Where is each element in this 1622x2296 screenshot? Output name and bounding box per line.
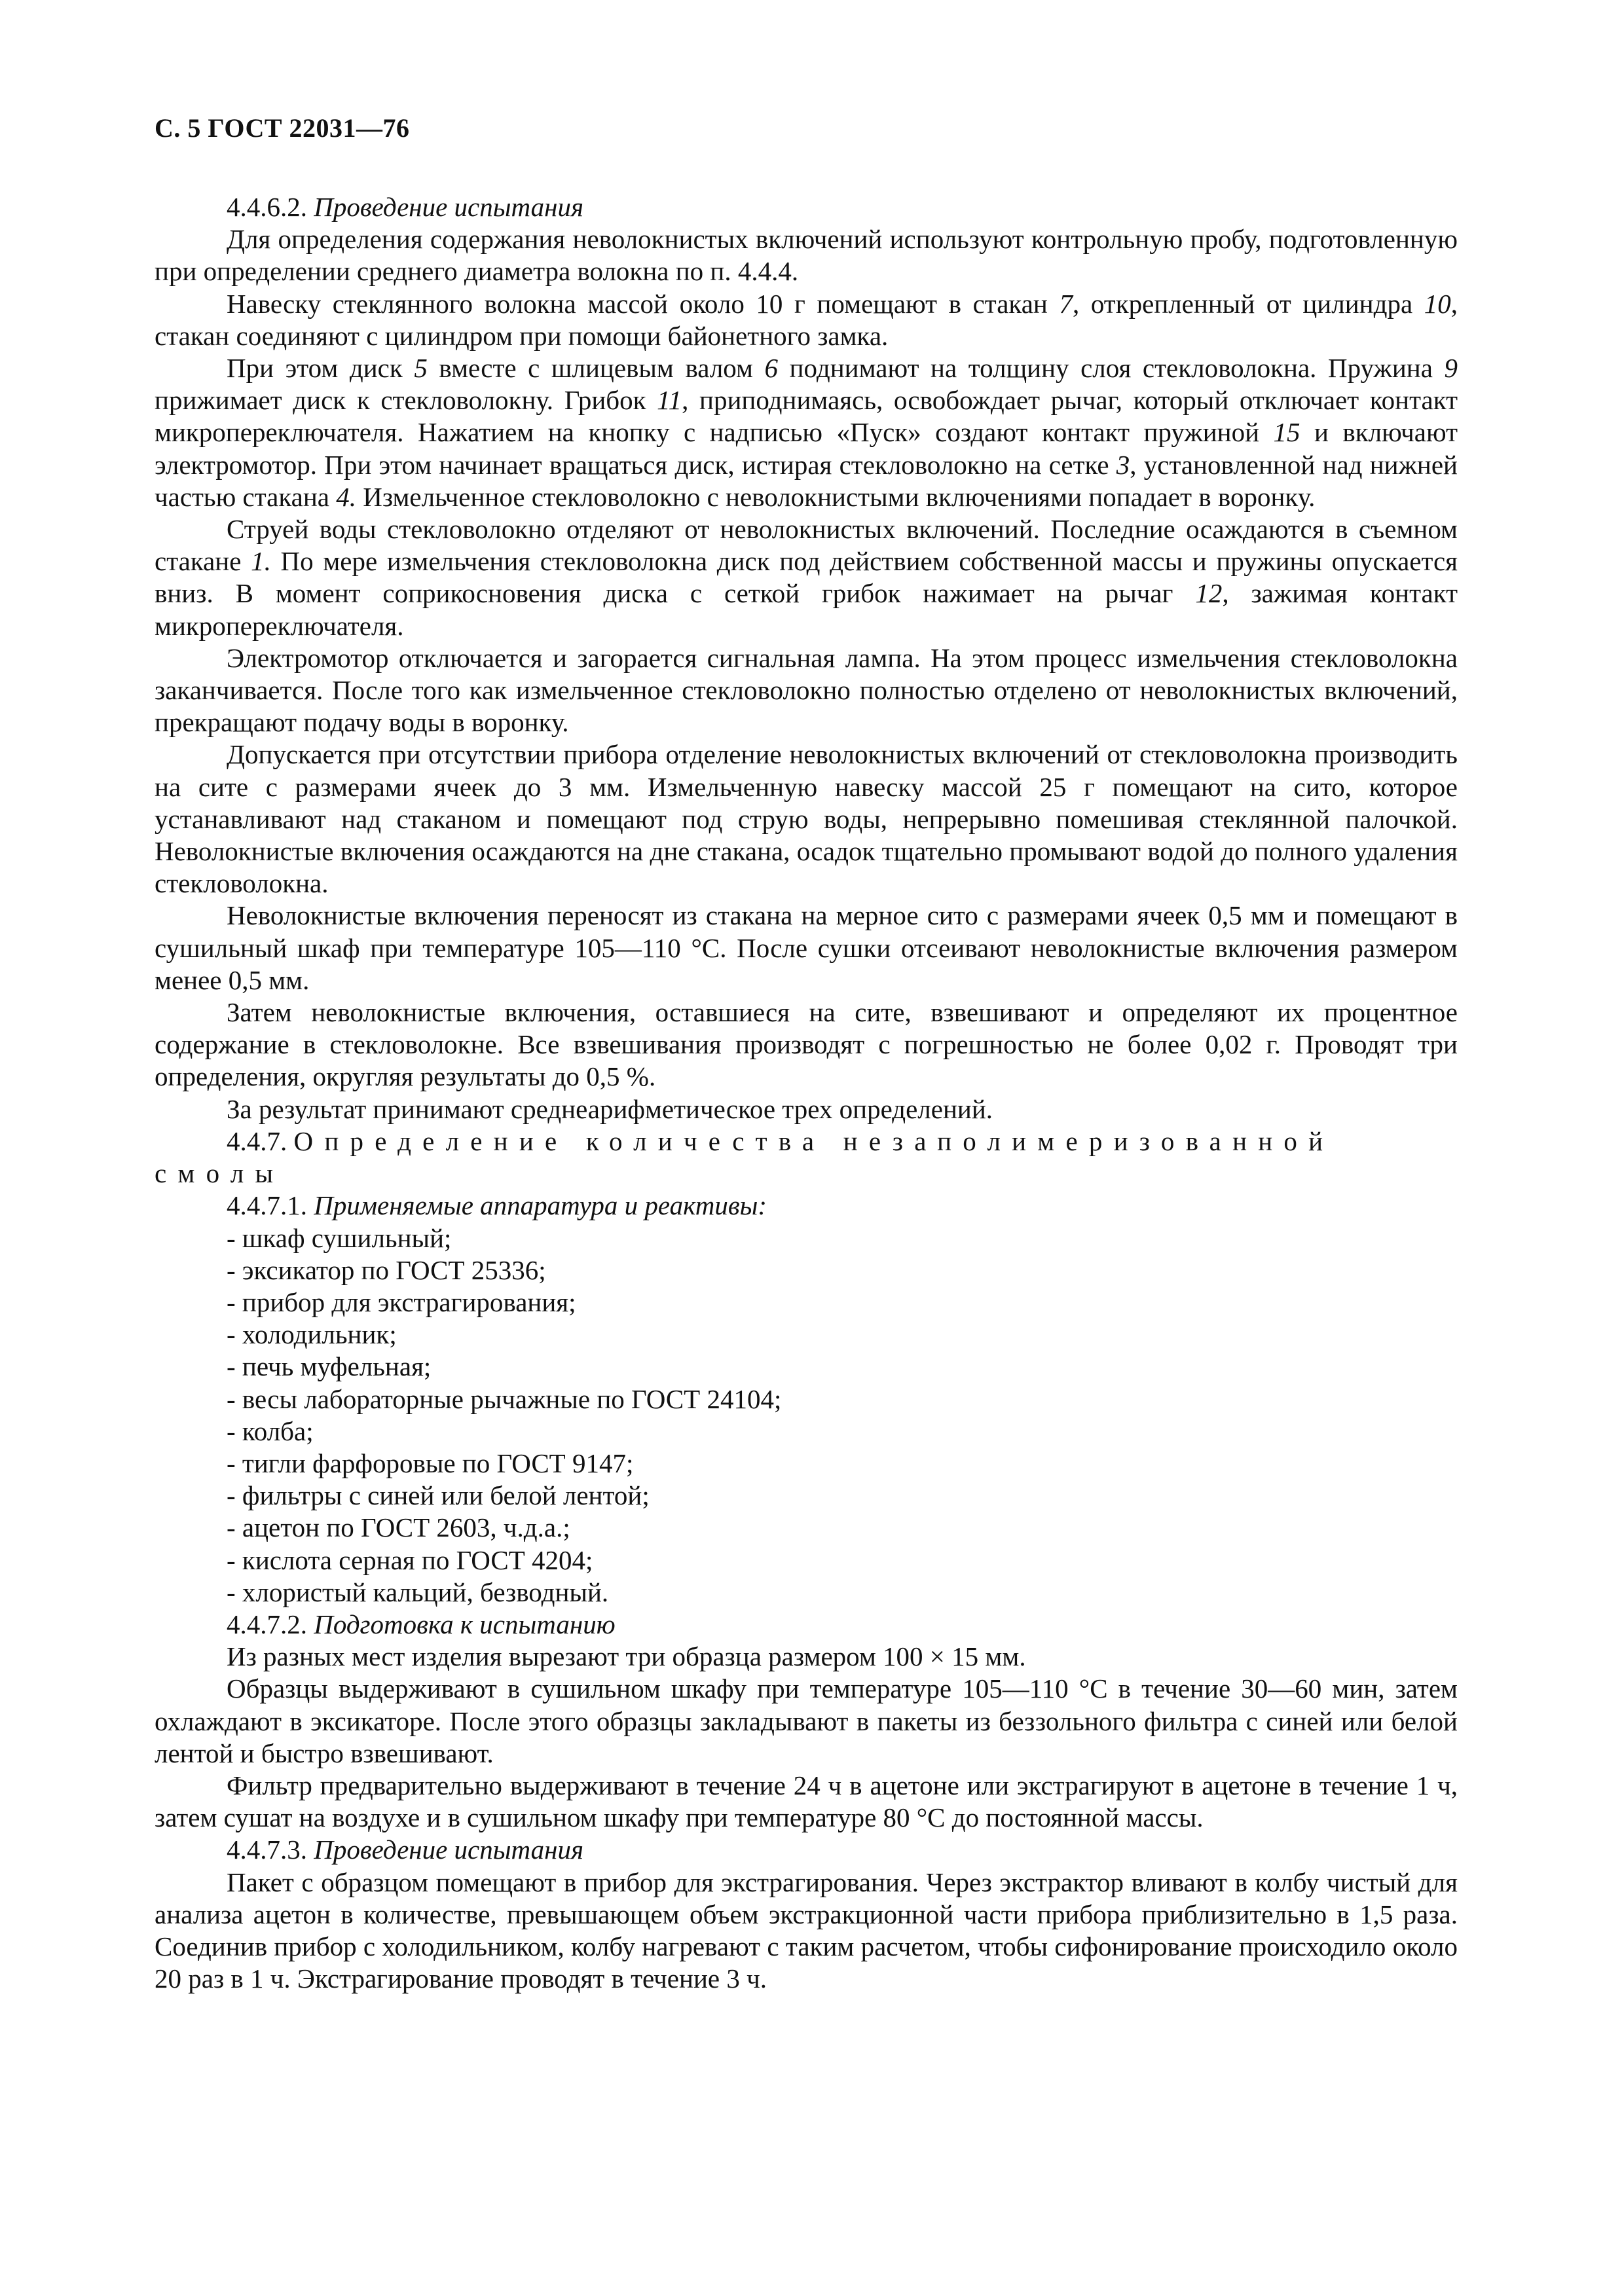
paragraph: Неволокнистые включения переносят из стакана на мерное сито с размерами ячеек 0,5 мм и помещают в сушильный шкаф при температуре 105—110 °С. После сушки отсеивают неволокнистые включения размером менее 0,5 мм. (155, 900, 1458, 995)
section-number: 4.4.7. (227, 1125, 287, 1156)
list-item: - печь муфельная; (227, 1351, 432, 1382)
paragraph: Допускается при отсутствии прибора отделение неволокнистых включений от стекловолокна производить на сите с размерами ячеек до 3 мм. Измельченную навеску массой 25 г помещают на сито, которое устанавливают над стаканом и помещают под струю воды, непрерывно помешивая стеклянной палочкой. Неволокнистые включения осаждаются на дне стакана, осадок тщательно промывают водой до полного удаления стекловолокна. (155, 739, 1458, 899)
equipment-list (155, 1222, 1458, 1609)
section-title: Определение количества незаполимеризованной смолы (155, 1125, 1335, 1189)
list-item: - прибор для экстрагирования; (227, 1286, 576, 1317)
section-heading-4462 (155, 191, 1458, 223)
paragraph: Из разных мест изделия вырезают три образца размером 100 × 15 мм. (227, 1641, 1026, 1672)
list-item: - холодильник; (227, 1319, 397, 1350)
list-item: - фильтры с синей или белой лентой; (227, 1480, 650, 1511)
page-header: С. 5 ГОСТ 22031—76 (155, 113, 410, 143)
paragraph: При этом диск 5 вместе с шлицевым валом 6 поднимают на толщину слоя стекловолокна. Пружина 9 прижимает диск к стекловолокну. Грибок 11, приподнимаясь, освобождает рычаг, который отключает контакт микропереключателя. Нажатием на кнопку с надписью «Пуск» создают контакт пружиной 15 и включают электромотор. При этом начинает вращаться диск, истирая стекловолокно на сетке 3, установленной над нижней частью стакана 4. Измельченное стекловолокно с неволокнистыми включениями попадает в воронку. (155, 353, 1458, 512)
list-item: - хлористый кальций, безводный. (227, 1576, 609, 1607)
section-number: 4.4.7.3. (227, 1834, 307, 1865)
document-body (155, 191, 1458, 1995)
list-item: - кислота серная по ГОСТ 4204; (227, 1544, 593, 1575)
paragraph: Затем неволокнистые включения, оставшиеся на сите, взвешивают и определяют их процентное содержание в стекловолокне. Все взвешивания производят с погрешностью не более 0,02 г. Проводят три определения, округляя результаты до 0,5 %. (155, 997, 1458, 1092)
list-item: - колба; (227, 1415, 314, 1446)
paragraph: Электромотор отключается и загорается сигнальная лампа. На этом процесс измельчения стекловолокна заканчивается. После того как измельченное стекловолокно полностью отделено от неволокнистых включений, прекращают подачу воды в воронку. (155, 642, 1458, 738)
section-title: Проведение испытания (314, 192, 584, 222)
list-item: - тигли фарфоровые по ГОСТ 9147; (227, 1448, 634, 1478)
paragraph: За результат принимают среднеарифметическое трех определений. (227, 1093, 993, 1124)
section-number: 4.4.7.1. (227, 1190, 307, 1221)
list-item: - шкаф сушильный; (227, 1222, 452, 1253)
section-heading-4471 (155, 1190, 1458, 1222)
section-heading-447 (155, 1125, 1458, 1190)
section-title: Проведение испытания (314, 1834, 584, 1865)
paragraph: Пакет с образцом помещают в прибор для экстрагирования. Через экстрактор вливают в колбу чистый для анализа ацетон в количестве, превышающем объем экстракционной части прибора приблизительно в 1,5 раза. Соединив прибор с холодильником, колбу нагревают с таким расчетом, чтобы сифонирование происходило около 20 раз в 1 ч. Экстрагирование проводят в течение 3 ч. (155, 1867, 1458, 1994)
section-heading-4472 (155, 1609, 1458, 1641)
list-item: - эксикатор по ГОСТ 25336; (227, 1254, 546, 1285)
paragraph: Для определения содержания неволокнистых включений используют контрольную пробу, подготовленную при определении среднего диаметра волокна по п. 4.4.4. (155, 224, 1458, 287)
section-heading-4473 (155, 1834, 1458, 1866)
paragraph: Фильтр предварительно выдерживают в течение 24 ч в ацетоне или экстрагируют в ацетоне в течение 1 ч, затем сушат на воздухе и в сушильном шкафу при температуре 80 °С до постоянной массы. (155, 1770, 1458, 1833)
paragraph: Образцы выдерживают в сушильном шкафу при температуре 105—110 °С в течение 30—60 мин, затем охлаждают в эксикаторе. После этого образцы закладывают в пакеты из беззольного фильтра с синей или белой лентой и быстро взвешивают. (155, 1673, 1458, 1768)
list-item: - весы лабораторные рычажные по ГОСТ 24104; (227, 1383, 782, 1414)
section-title: Подготовка к испытанию (314, 1609, 616, 1639)
section-title: Применяемые аппаратура и реактивы: (314, 1190, 767, 1221)
section-number: 4.4.7.2. (227, 1609, 307, 1639)
paragraph: Струей воды стекловолокно отделяют от неволокнистых включений. Последние осаждаются в съемном стакане 1. По мере измельчения стекловолокна диск под действием собственной массы и пружины опускается вниз. В момент соприкосновения диска с сеткой грибок нажимает на рычаг 12, зажимая контакт микропереключателя. (155, 514, 1458, 641)
paragraph: Навеску стеклянного волокна массой около 10 г помещают в стакан 7, открепленный от цилиндра 10, стакан соединяют с цилиндром при помощи байонетного замка. (155, 288, 1458, 351)
section-number: 4.4.6.2. (227, 192, 307, 222)
list-item: - ацетон по ГОСТ 2603, ч.д.а.; (227, 1512, 570, 1543)
